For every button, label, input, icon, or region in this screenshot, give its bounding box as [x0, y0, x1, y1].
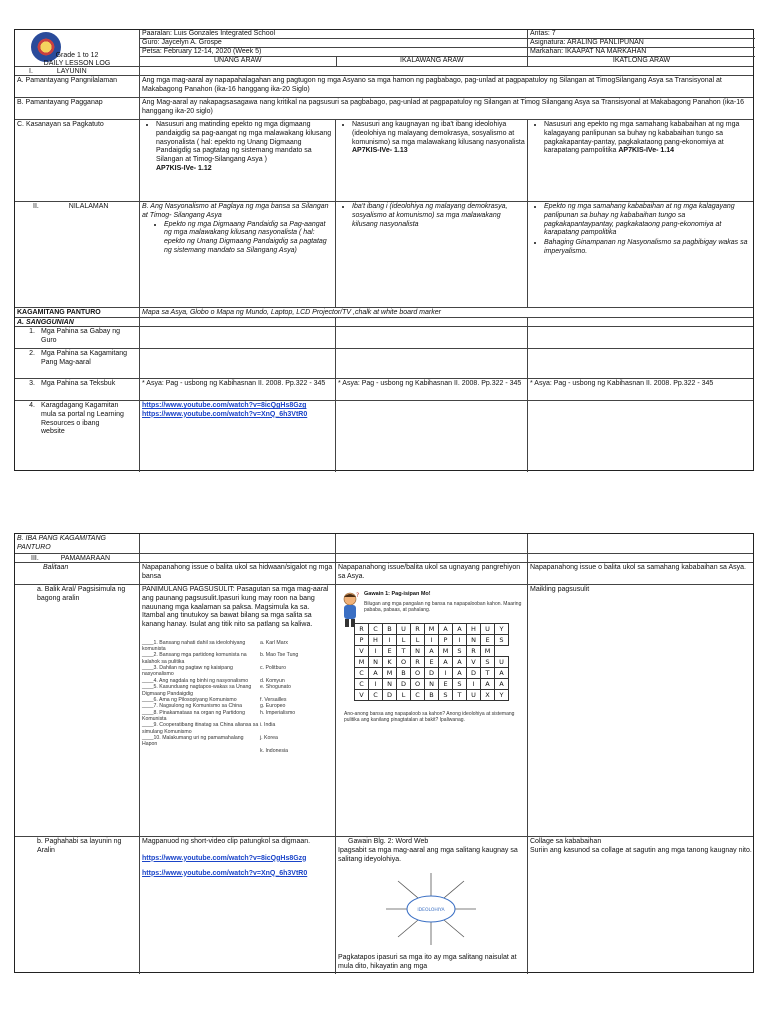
grid-letter: A — [495, 679, 509, 690]
grid-letter: C — [369, 624, 383, 635]
nilalaman-num: II. — [33, 203, 39, 210]
asignatura: Asignatura: ARALING PANLIPUNAN — [528, 39, 755, 48]
nilalaman-day2 — [335, 202, 527, 307]
nilalaman-day1 — [139, 202, 335, 307]
grid-letter: L — [411, 635, 425, 646]
grid-letter: B — [425, 690, 439, 701]
grid-letter: M — [481, 646, 495, 657]
matching-choice: c. Politburo — [260, 665, 286, 672]
grid-letter: N — [369, 657, 383, 668]
kasanayan-day1-text: Nasusuri ang matinding epekto ng mga digmaang pandaigdig sa pag-aangat ng mga malawakang kilusang nasyonalista ( hal: epekto ng Unang Digmaang Pandaigdig sa pagtatag ng sistemang mandato sa Silangan at Timog-Silangang Asya ) — [156, 121, 332, 163]
youtube-link-2-p2[interactable]: https://www.youtube.com/watch?v=XnQ_6h3VtR0 — [142, 869, 308, 877]
paghahabi-row — [15, 837, 753, 974]
grid-letter: P — [355, 635, 369, 646]
matching-row — [142, 684, 333, 697]
balitaan-day1: Napapanahong issue o balita ukol sa hidwaan/sigalot ng mga bansa — [139, 563, 335, 584]
grid-letter: H — [369, 635, 383, 646]
grid-letter: L — [397, 690, 411, 701]
matching-choice: f. Versailles — [260, 696, 287, 703]
gawain2-title: Gawain Blg. 2: Word Web — [348, 838, 429, 845]
grid-letter: I — [369, 679, 383, 690]
grid-letter: D — [397, 679, 411, 690]
grid-letter: Y — [495, 690, 509, 701]
paghahabi-day2 — [335, 837, 527, 974]
youtube-link-1[interactable]: https://www.youtube.com/watch?v=8icQgHs8Gzg — [142, 402, 307, 409]
grid-row — [355, 679, 509, 690]
grade-title: Grade 1 to 12 — [55, 52, 99, 59]
grid-letter: E — [481, 635, 495, 646]
matching-choice: a. Karl Marx — [260, 639, 288, 646]
matching-choice: j. Korea — [260, 734, 278, 741]
antas: Antas: 7 — [528, 30, 755, 39]
collage-text: Suriin ang kasunod sa collage at sagutin ang mga tanong kaugnay nito. — [530, 846, 752, 854]
matching-choice: d. Komyun — [260, 677, 285, 684]
grid-letter: A — [453, 624, 467, 635]
matching-question: ____1. Bansang nahati dahil sa ideolohiyang komunista — [142, 639, 246, 653]
matching-question: ____10. Malakumang uri ng pamamahalang Hapon — [142, 734, 244, 748]
grid-letter: A — [453, 657, 467, 668]
sanggunian-item-3 — [15, 379, 753, 401]
grid-letter: S — [453, 646, 467, 657]
iba-pang-label: B. IBA PANG KAGAMITANG PANTURO — [17, 535, 106, 551]
pamamaraan-label: PAMAMARAAN — [60, 555, 111, 562]
petsa: Petsa: February 12-14, 2020 (Week 5) — [140, 48, 527, 57]
grid-letter: C — [369, 690, 383, 701]
balik-aral-day1 — [139, 585, 335, 836]
grid-letter: R — [355, 624, 369, 635]
gawain2-after: Pagkatapos ipasuri sa mga ito ay mga salitang naisulat at mula dito, hikayatin ang mga — [338, 954, 517, 970]
grid-letter: R — [411, 624, 425, 635]
grid-letter: A — [439, 624, 453, 635]
matching-choice: b. Mao Tse Tung — [260, 652, 299, 659]
grid-letter: C — [355, 668, 369, 679]
matching-choice: g. Europeo — [260, 703, 286, 710]
sanggunian-item-3-num: 3. — [29, 380, 35, 387]
grid-letter: A — [369, 668, 383, 679]
gawain2-instructions: Ipagsabit sa mga mag-aaral ang mga salitang kaugnay sa salitang ideyolohiya. — [338, 846, 518, 863]
grid-letter: I — [467, 679, 481, 690]
grid-letter: E — [425, 657, 439, 668]
grid-letter: A — [425, 646, 439, 657]
grid-letter: M — [355, 657, 369, 668]
sanggunian-item-4 — [15, 401, 753, 472]
grid-letter: B — [383, 624, 397, 635]
sanggunian-item-2 — [15, 349, 753, 379]
grid-letter: M — [439, 646, 453, 657]
grid-letter: I — [439, 668, 453, 679]
matching-row — [142, 640, 333, 653]
balitaan-row — [15, 563, 753, 585]
layunin-label: LAYUNIN — [56, 68, 87, 75]
matching-question: ____9. Cooperatibang itinatag sa China aliansa sa simulang Komunismo — [142, 722, 259, 735]
grid-letter: N — [383, 679, 397, 690]
sanggunian-item-1-label: Mga Pahina sa Gabay ng Guro — [41, 328, 120, 344]
grid-letter: T — [453, 690, 467, 701]
kasanayan-row — [15, 120, 753, 202]
paaralan: Paaralan: Luis Gonzales Integrated School — [140, 30, 527, 39]
matching-question: ____6. Ama ng Pilosopiyang Komunismo — [142, 696, 237, 703]
pamantayan-pagganap-label: B. Pamantayang Pagganap — [17, 99, 103, 106]
grid-letter: T — [397, 646, 411, 657]
grid-letter: R — [467, 646, 481, 657]
grid-letter: I — [425, 635, 439, 646]
grid-letter: U — [481, 624, 495, 635]
lesson-log-page-1 — [14, 29, 754, 471]
balik-aral-day1-text: PANIMULANG PAGSUSULIT: Pasagutan sa mga mag-aaral ang paunang pagsusulit.Ipasuri kung may roon na bang nauunang mga kaalaman sa paksa. Magsimula ka sa. Itambal ang tinutukoy sa bawat bilang sa mga salita sa kanang hanay. Isulat ang titik nito sa patlang sa kaliwa. — [142, 586, 329, 628]
sanggunian-row — [15, 318, 753, 327]
sanggunian-item-2-label: Mga Pahina sa Kagamitang Pang Mag-aaral — [41, 350, 127, 366]
svg-text:?: ? — [356, 592, 360, 599]
student-figure-icon — [340, 591, 360, 627]
matching-question: ____5. Kasunduang nagtapos-wakas sa Unang Digmaang Pandaigdig — [142, 684, 252, 697]
header-info-cell — [139, 30, 527, 66]
grid-letter: U — [397, 624, 411, 635]
youtube-link-1-p2[interactable]: https://www.youtube.com/watch?v=8icQgHs8Gzg — [142, 854, 307, 862]
grid-letter: V — [467, 657, 481, 668]
lesson-log-page-2 — [14, 533, 754, 973]
grid-letter: I — [453, 635, 467, 646]
nilalaman-day1-bullet: • Epekto ng mga Digmaang Pandaidig sa Pag-aangat ng mga malawakang kilusang nasyonalista ( hal: epekto ng Unang Digmaang Pandaigdig sa pagtatag ng sistemang mandato sa Silangang Asya) — [164, 221, 333, 256]
balitaan-day3: Napapanahong issue o balita ukol sa samahang kababaihan sa Asya. — [527, 563, 755, 584]
grid-letter: A — [439, 657, 453, 668]
grid-letter: U — [467, 690, 481, 701]
kasanayan-day2-text: Nasusuri ang kaugnayan ng iba't ibang ideolohiya (ideolohiya ng malayang demokrasya, sosyalismo at komunismo) sa mga malawakang kilusang nasyonalista — [352, 121, 525, 146]
day1-header: UNANG ARAW — [213, 57, 262, 64]
pamantayang-pangnilalaman-label: A. Pamantayang Pangnilalaman — [17, 77, 118, 84]
grid-letter: O — [411, 668, 425, 679]
grid-letter: I — [383, 635, 397, 646]
kasanayan-day1 — [139, 120, 335, 201]
kasanayan-day2 — [335, 120, 527, 201]
day3-header: IKATLONG ARAW — [612, 57, 671, 64]
grid-letter: T — [481, 668, 495, 679]
teksbuk-day3: * Asya: Pag - usbong ng Kabihasnan II. 2008. Pp.322 - 345 — [527, 379, 755, 400]
balik-aral-label: a. Balik Aral/ Pagsisimula ng bagong aralin — [37, 586, 126, 602]
layunin-row — [15, 67, 753, 76]
grid-letter: L — [397, 635, 411, 646]
nilalaman-day1-intro: B. Ang Nasyonalismo at Paglaya ng mga bansa sa Silangan at Timog- Silangang Asya — [142, 203, 329, 219]
sanggunian-item-2-num: 2. — [29, 350, 35, 357]
matching-row — [142, 710, 333, 723]
matching-choice: k. Indonesia — [260, 747, 288, 754]
grid-row — [355, 646, 509, 657]
gawain1-title: Gawain 1: Pag-isipan Mo! — [364, 591, 431, 597]
kasanayan-day2-code: AP7KIS-IVe- 1.13 — [352, 147, 408, 155]
day2-header: IKALAWANG ARAW — [336, 57, 528, 66]
matching-question: ____8. Pinakamataas na organ ng Partidong Komunista — [142, 709, 245, 722]
kagamitan-label: KAGAMITANG PANTURO — [17, 309, 101, 316]
teksbuk-day2: * Asya: Pag - usbong ng Kabihasnan II. 2008. Pp.322 - 345 — [335, 379, 527, 400]
grid-letter: U — [495, 657, 509, 668]
youtube-link-2[interactable]: https://www.youtube.com/watch?v=XnQ_6h3VtR0 — [142, 410, 308, 418]
balik-aral-day3: Maikling pagsusulit — [527, 585, 755, 836]
matching-row — [142, 722, 333, 735]
grid-letter: K — [383, 657, 397, 668]
word-web-center: IDEOLOHIYA — [417, 908, 445, 913]
matching-row — [142, 652, 333, 665]
grid-letter: H — [467, 624, 481, 635]
grid-letter: B — [397, 668, 411, 679]
word-search-grid — [354, 623, 509, 701]
grid-letter: D — [467, 668, 481, 679]
pamantayang-pangnilalaman-text: Ang mga mag-aaral ay napapahalagahan ang pagtugon ng mga Asyano sa mga hamon ng pagbabago, pag-unlad at pagpapatuloy ng Silangan at TimogSilangang Asya sa Transisyonal at Makabagong Panahon (ika-16 hanggang ika-20 Siglo) — [139, 76, 755, 97]
grid-row — [355, 635, 509, 646]
grid-letter: Y — [495, 624, 509, 635]
paghahabi-day3 — [527, 837, 755, 974]
matching-question: ____4. Ang nagdala ng binhi ng nasyonalismo — [142, 677, 249, 684]
layunin-num: I. — [29, 68, 33, 75]
markahan: Markahan: IKAAPAT NA MARKAHAN — [528, 48, 755, 57]
matching-choice: i. India — [260, 722, 276, 729]
sanggunian-item-4-label: Karagdagang Kagamitan mula sa portal ng Learning Resources o ibang website — [41, 402, 124, 436]
sanggunian-item-1 — [15, 327, 753, 349]
grid-letter: R — [411, 657, 425, 668]
pamantayan-pagganap-text: Ang Mag-aaral ay nakapagsasagawa nang kritikal na pagsusuri sa pagbabago, pag-unlad at pagpapatuloy ng Silangan at Timog Silangang Asya sa Transisyonal at Makabagong Panahon (ika-16 hanggang ika-20 siglo) — [139, 98, 755, 119]
balitaan-label: Balitaan — [43, 564, 69, 571]
kasanayan-day1-code: AP7KIS-IVe- 1.12 — [156, 164, 212, 172]
nilalaman-day3-bullet1: • Epekto ng mga samahang kababaihan at ng mga kalagayang panlipunan sa buhay ng kababaihan tungo sa pagkakapantaypantay, pagkakataong pang-ekonomiya at karapatang pampolitika — [544, 203, 753, 238]
grid-letter: D — [425, 668, 439, 679]
nilalaman-label: NILALAMAN — [68, 203, 109, 210]
nilalaman-day2-bullet: • Iba't ibang i (ideolohiya ng malayang demokrasya, sosyalismo at komunismo) sa mga malawakang kilusang nasyonalista — [352, 203, 525, 229]
grid-letter: X — [481, 690, 495, 701]
balitaan-day2: Napapanahong issue/balita ukol sa ugnayang pangrehiyon sa Asya. — [335, 563, 527, 584]
balik-aral-day2 — [335, 585, 527, 836]
grid-letter: E — [383, 646, 397, 657]
matching-exercise — [142, 640, 333, 754]
paghahabi-day1 — [139, 837, 335, 974]
pamamaraan-row — [15, 554, 753, 563]
nilalaman-day3-bullet2: • Bahaging Ginampanan ng Nasyonalismo sa pagbibigay wakas sa imperyalismo. — [544, 239, 753, 257]
karagdagang-links — [139, 401, 335, 472]
grid-row — [355, 668, 509, 679]
grid-letter: V — [355, 646, 369, 657]
sanggunian-item-1-num: 1. — [29, 328, 35, 335]
grid-letter: C — [355, 679, 369, 690]
teksbuk-day1: * Asya: Pag - usbong ng Kabihasnan II. 2008. Pp.322 - 345 — [139, 379, 335, 400]
grid-letter: N — [425, 679, 439, 690]
grid-letter: S — [481, 657, 495, 668]
matching-question: ____2. Bansang mga partidong komunista na kalahok sa pulitika — [142, 652, 247, 665]
collage-title: Collage sa kababaihan — [530, 838, 602, 845]
sanggunian-label: A. SANGGUNIAN — [17, 319, 74, 326]
grid-letter: N — [411, 646, 425, 657]
grid-letter: C — [411, 690, 425, 701]
kasanayan-day3 — [527, 120, 755, 201]
guro: Guro: Jaycelyn A. Grospe — [140, 39, 527, 48]
paghahabi-label: b. Paghahabi sa layunin ng Aralin — [37, 838, 122, 854]
header-row — [15, 30, 753, 67]
grid-letter: A — [453, 668, 467, 679]
grid-letter: S — [453, 679, 467, 690]
log-title: DAILY LESSON LOG — [43, 60, 111, 66]
matching-question: ____7. Nagsulong ng Komunismo sa China — [142, 703, 243, 710]
grid-letter: M — [383, 668, 397, 679]
matching-choice: h. Imperialismo — [260, 709, 296, 716]
grid-letter: O — [397, 657, 411, 668]
matching-choice: e. Shogunato — [260, 684, 291, 691]
grid-letter: M — [425, 624, 439, 635]
grid-row — [355, 624, 509, 635]
grid-letter: A — [495, 668, 509, 679]
nilalaman-day3 — [527, 202, 755, 307]
matching-row — [142, 748, 333, 754]
kagamitan-row — [15, 308, 753, 318]
grid-row — [355, 657, 509, 668]
grid-letter: S — [495, 635, 509, 646]
kagamitan-text: Mapa sa Asya, Globo o Mapa ng Mundo, Laptop, LCD Projector/TV ,chalk at white board marker — [139, 308, 755, 317]
iba-pang-row — [15, 534, 753, 554]
gawain1-question: Ano-anong bansa ang napapaloob sa kahon? Anong ideolohiya at sistemang pulitika ang kanilang pinagtatalan at bakit? Ipaliwanag. — [344, 711, 515, 724]
matching-question — [142, 748, 260, 754]
pamantayang-pangnilalaman-row — [15, 76, 753, 98]
gawain1-instructions: Bilugan ang mga pangalan ng bansa na napapalooban kahon. Maaring pababa, pabaas, at pahalang. — [364, 601, 522, 614]
kasanayan-day3-text: Nasusuri ang epekto ng mga samahang kababaihan at ng mga kalagayang panlipunan sa buhay ng kababaihan tungo sa pagkakapantay-pantay, pagkakataong pang-ekonomiya at karapatang pampolitika — [544, 121, 740, 155]
pamantayan-pagganap-row — [15, 98, 753, 120]
gawain1-activity — [340, 591, 524, 741]
sanggunian-item-3-label: Mga Pahina sa Teksbuk — [41, 380, 116, 387]
grid-letter: E — [439, 679, 453, 690]
paghahabi-day1-text: Magpanuod ng short-video clip patungkol sa digmaan. — [142, 838, 311, 845]
header-logo-cell — [15, 30, 139, 66]
matching-row — [142, 735, 333, 748]
sanggunian-item-4-num: 4. — [29, 402, 35, 409]
word-web-diagram — [376, 869, 486, 949]
grid-letter: O — [411, 679, 425, 690]
grid-letter: V — [355, 690, 369, 701]
kasanayan-label: C. Kasanayan sa Pagkatuto — [17, 121, 104, 128]
pamamaraan-num: III. — [31, 555, 39, 562]
header-meta-cell — [527, 30, 755, 66]
grid-letter: N — [467, 635, 481, 646]
balik-aral-row — [15, 585, 753, 837]
nilalaman-row — [15, 202, 753, 308]
grid-letter: P — [439, 635, 453, 646]
matching-question: ____3. Dahilan ng pagtaw ng kaisipang nasyonalismo — [142, 665, 233, 678]
grid-letter: D — [383, 690, 397, 701]
matching-row — [142, 665, 333, 678]
grid-letter: A — [481, 679, 495, 690]
grid-letter: S — [439, 690, 453, 701]
grid-letter: I — [369, 646, 383, 657]
kasanayan-day3-code: AP7KIS-IVe- 1.14 — [618, 147, 674, 155]
grid-row — [355, 690, 509, 701]
